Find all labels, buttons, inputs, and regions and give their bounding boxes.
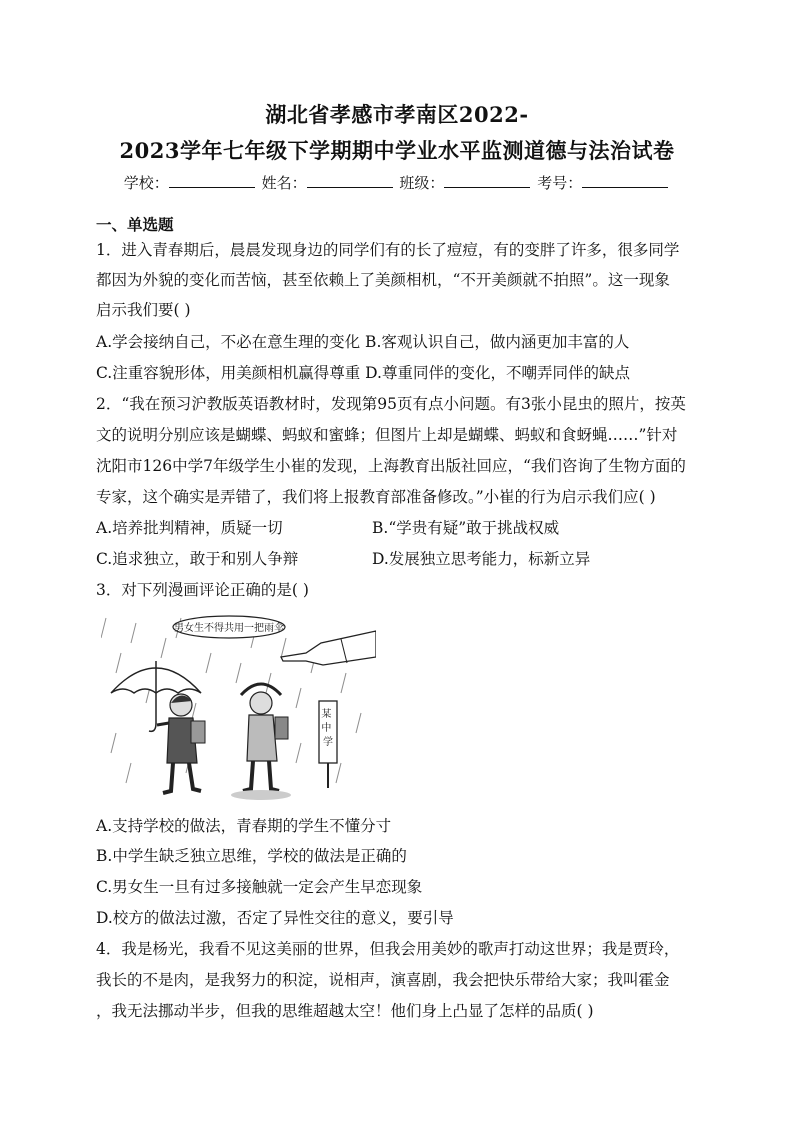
q3-option-c[interactable]: C.男女生一旦有过多接触就一定会产生早恋现象: [96, 878, 423, 896]
q3-option-b[interactable]: B.中学生缺乏独立思维，学校的做法是正确的: [96, 847, 407, 865]
q3-option-a[interactable]: A.支持学校的做法，青春期的学生不懂分寸: [96, 817, 392, 835]
q1-stem-line: 1．进入青春期后，晨晨发现身边的同学们有的长了痘痘，有的变胖了许多，很多同学: [96, 241, 680, 259]
q1-option-row[interactable]: C.注重容貌形体，用美颜相机赢得尊重 D.尊重同伴的变化，不嘲弄同伴的缺点: [96, 364, 630, 382]
cartoon-sign-char: 某: [321, 709, 332, 720]
q2-option-b[interactable]: B.“学贵有疑”敢于挑战权威: [372, 519, 560, 537]
q4-stem-line: ，我无法挪动半步，但我的思维超越太空！他们身上凸显了怎样的品质( ): [96, 1002, 594, 1020]
q4-stem-line: 我长的不是肉，是我努力的积淀，说相声，演喜剧，我会把快乐带给大家；我叫霍金: [96, 971, 670, 989]
q2-option-c[interactable]: C.追求独立，敢于和别人争辩: [96, 550, 299, 568]
q3-option-d[interactable]: D.校方的做法过激，否定了异性交往的意义，要引导: [96, 909, 454, 927]
q2-stem-line: 2．“我在预习沪教版英语教材时，发现第95页有点小问题。有3张小昆虫的照片，按英: [96, 395, 686, 413]
section-heading: 一、单选题: [96, 216, 174, 234]
q2-option-d[interactable]: D.发展独立思考能力，标新立异: [372, 550, 591, 568]
cartoon-sign-char: 中: [321, 723, 332, 734]
exam-no-blank[interactable]: [582, 171, 668, 188]
title-line-2: 2023学年七年级下学期期中学业水平监测道德与法治试卷: [119, 138, 675, 163]
cartoon-sign-char: 学: [323, 737, 333, 748]
school-label: 学校：: [123, 174, 169, 192]
cartoon-sign: [321, 707, 334, 748]
q2-stem-line: 文的说明分别应该是蝴蝶、蚂蚁和蜜蜂；但图片上却是蝴蝶、蚂蚁和食蚜蝇……”针对: [96, 426, 678, 444]
name-blank[interactable]: [307, 171, 393, 188]
student-info-row: [0, 171, 794, 194]
q3-stem: 3．对下列漫画评论正确的是( ): [96, 581, 309, 599]
name-label: 姓名：: [261, 174, 307, 192]
cartoon-caption: 男女生不得共用一把雨伞: [174, 623, 284, 634]
q1-stem-line: 启示我们要( ): [96, 301, 191, 319]
exam-no-label: 考号：: [537, 174, 583, 192]
class-blank[interactable]: [444, 171, 530, 188]
school-blank[interactable]: [169, 171, 255, 188]
q1-option-row[interactable]: A.学会接纳自己，不必在意生理的变化 B.客观认识自己，做内涵更加丰富的人: [96, 333, 630, 351]
q2-option-a[interactable]: A.培养批判精神，质疑一切: [96, 519, 283, 537]
title-line-1: 湖北省孝感市孝南区2022-: [265, 102, 529, 127]
q2-stem-line: 专家，这个确实是弄错了，我们将上报教育部准备修改。”小崔的行为启示我们应( ): [96, 488, 656, 506]
class-label: 班级：: [399, 174, 445, 192]
cartoon-drawing: [101, 613, 376, 803]
q4-stem-line: 4．我是杨光，我看不见这美丽的世界，但我会用美妙的歌声打动这世界；我是贾玲，: [96, 940, 680, 958]
q1-stem-line: 都因为外貌的变化而苦恼，甚至依赖上了美颜相机，“不开美颜就不拍照”。这一现象: [96, 271, 670, 289]
q2-stem-line: 沈阳市126中学7年级学生小崔的发现，上海教育出版社回应，“我们咨询了生物方面的: [96, 457, 686, 475]
cartoon-image: [101, 613, 376, 803]
